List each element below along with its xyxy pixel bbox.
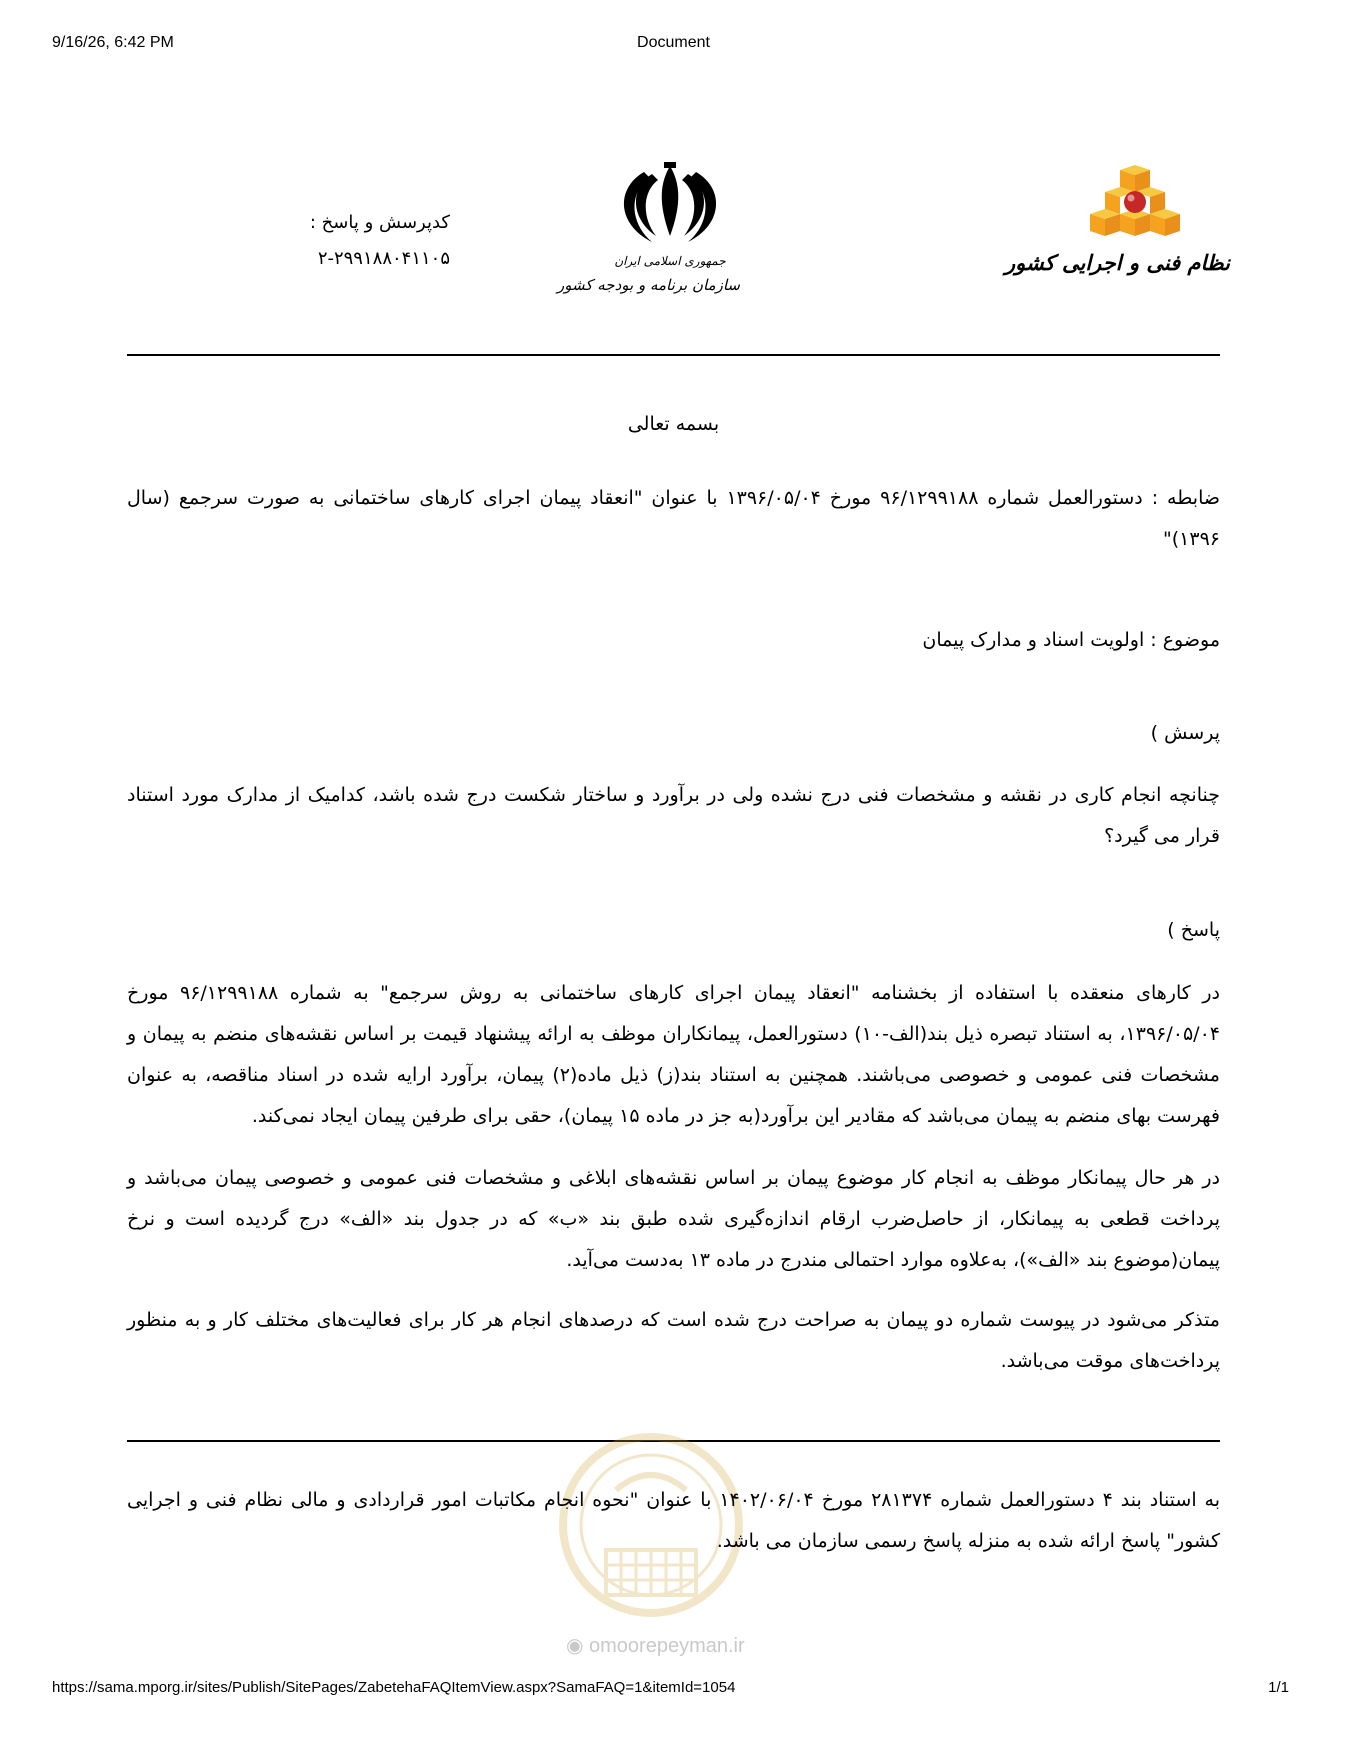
watermark-url: omoorepeyman.ir bbox=[589, 1635, 745, 1657]
question-text: چنانچه انجام کاری در نقشه و مشخصات فنی درج نشده ولی در برآورد و ساختار شکست درج شده باشد، کدامیک از مدارک مورد استناد قرار می گیرد؟ bbox=[127, 784, 1220, 847]
cube-pyramid-icon bbox=[1004, 160, 1230, 300]
print-title: Document bbox=[637, 34, 710, 51]
basmala: بسمه تعالی bbox=[627, 413, 720, 435]
answer-paragraph-2: در هر حال پیمانکار موظف به انجام کار موضوع پیمان بر اساس نقشه‌های ابلاغی و مشخصات فنی عمومی و خصوصی پیمان می‌باشد و پرداخت قطعی به پیمانکار، از حاصل‌ضرب ارقام اندازه‌گیری شده طبق بند «ب» که در جدول بند «الف» درج گردیده است و نرخ پیمان(موضوع بند «الف»)، به‌علاوه موارد احتمالی مندرج در ماده ۱۳ به‌دست می‌آید. bbox=[127, 1167, 1220, 1271]
print-url: https://sama.mporg.ir/sites/Publish/SitePages/ZabetehaFAQItemView.aspx?SamaFAQ=1&itemId=1054 bbox=[52, 1679, 736, 1696]
faq-code bbox=[250, 205, 450, 277]
emblem-line-2: سازمان برنامه و بودجه کشور bbox=[556, 276, 740, 294]
emblem-line-1: جمهوری اسلامی ایران bbox=[614, 254, 726, 268]
print-datetime: 9/16/26, 6:42 PM bbox=[52, 34, 174, 51]
faq-code-label: کدپرسش و پاسخ : bbox=[309, 212, 450, 233]
faq-code-value: ۲-۲۹۹۱۸۸۰۴۱۱۰۵ bbox=[317, 248, 450, 269]
answer-paragraph-3: متذکر می‌شود در پیوست شماره دو پیمان به صراحت درج شده است که درصدهای انجام هر کار برای فعالیت‌های مختلف کار و به منظور پرداخت‌های موقت می‌باشد. bbox=[127, 1309, 1220, 1372]
question-label: پرسش ) bbox=[1150, 722, 1220, 744]
regulation-line: ضابطه : دستورالعمل شماره ۹۶/۱۲۹۹۱۸۸ مورخ ۱۳۹۶/۰۵/۰۴ با عنوان "انعقاد پیمان اجرای کارهای ساختمانی به صورت سرجمع (سال ۱۳۹۶)" bbox=[127, 487, 1220, 550]
iran-emblem-logo bbox=[556, 158, 740, 308]
answer-label: پاسخ ) bbox=[1167, 919, 1220, 941]
subject-line: موضوع : اولویت اسناد و مدارک پیمان bbox=[922, 629, 1220, 651]
footer-note: به استناد بند ۴ دستورالعمل شماره ۲۸۱۳۷۴ مورخ ۱۴۰۲/۰۶/۰۴ با عنوان "نحوه انجام مکاتبات امور قراردادی و مالی نظام فنی و اجرایی کشور" پاسخ ارائه شده به منزله پاسخ رسمی سازمان می باشد. bbox=[127, 1489, 1221, 1552]
watermark-text: ◉ omoorepeyman.ir bbox=[566, 1635, 745, 1657]
iran-emblem-icon bbox=[600, 158, 740, 248]
nezam-fanni-logo bbox=[1004, 160, 1230, 300]
answer-paragraph-1: در کارهای منعقده با استفاده از بخشنامه "انعقاد پیمان اجرای کارهای ساختمانی به روش سرجمع" به شماره ۹۶/۱۲۹۹۱۸۸ مورخ ۱۳۹۶/۰۵/۰۴، به استناد تبصره ذیل بند(الف-۱۰) دستورالعمل، پیمانکاران موظف به ارائه پیشنهاد قیمت بر اساس نقشه‌های منضم به پیمان و مشخصات فنی عمومی و خصوصی می‌باشند. همچنین به استناد بند(ز) ذیل ماده(۲) پیمان، برآورد ارایه شده در اسناد مناقصه، به عنوان فهرست بهای منضم به پیمان می‌باشد که مقادیر این برآورد(به جز در ماده ۱۵ پیمان)، حقی برای طرفین پیمان ایجاد نمی‌کند. bbox=[127, 982, 1220, 1127]
nezam-fanni-logo-text: نظام فنی و اجرایی کشور bbox=[1004, 250, 1230, 275]
print-page-number: 1/1 bbox=[1268, 1679, 1289, 1696]
header-divider bbox=[127, 354, 1220, 356]
